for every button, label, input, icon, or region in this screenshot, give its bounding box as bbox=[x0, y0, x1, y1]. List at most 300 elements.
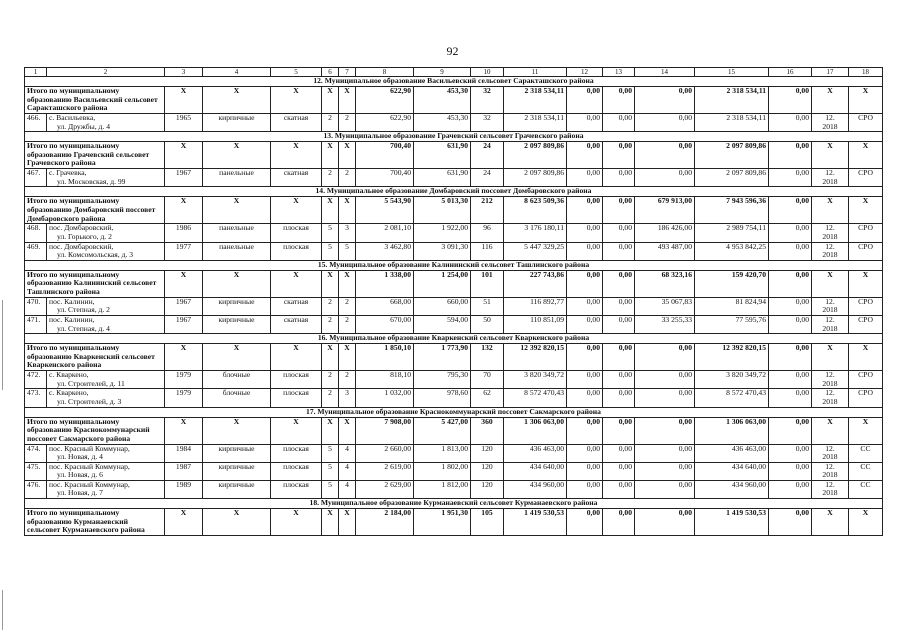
funding-method-cell: СРО bbox=[849, 242, 883, 260]
row-number: 471. bbox=[25, 315, 47, 333]
subtotal-cell: 68 323,16 bbox=[635, 270, 695, 297]
data-cell: панельные bbox=[203, 242, 271, 260]
subtotal-cell: 679 913,00 bbox=[635, 197, 695, 224]
repair-program-table bbox=[24, 67, 883, 536]
data-cell: 0,00 bbox=[769, 315, 812, 333]
subtotal-cell: 0,00 bbox=[603, 197, 635, 224]
data-cell: 1977 bbox=[165, 242, 203, 260]
completion-year: 2018 bbox=[822, 396, 838, 406]
subtotal-cell: 0,00 bbox=[567, 87, 603, 114]
completion-month: 12. bbox=[825, 168, 835, 178]
completion-year: 2018 bbox=[822, 231, 838, 241]
subtotal-cell: X bbox=[849, 344, 883, 371]
completion-date-cell bbox=[812, 297, 849, 315]
subtotal-cell: X bbox=[322, 509, 339, 536]
column-number-cell: 18 bbox=[849, 68, 883, 77]
completion-date-cell bbox=[812, 315, 849, 333]
subtotal-cell: X bbox=[165, 344, 203, 371]
data-cell: 96 bbox=[471, 224, 504, 242]
completion-date-cell bbox=[812, 114, 849, 132]
subtotal-cell: 0,00 bbox=[567, 509, 603, 536]
column-number-cell: 12 bbox=[567, 68, 603, 77]
section-header-row bbox=[25, 187, 883, 197]
completion-year: 2018 bbox=[822, 250, 838, 260]
subtotal-cell: 0,00 bbox=[567, 270, 603, 297]
data-cell: 0,00 bbox=[635, 480, 695, 498]
subtotal-cell: X bbox=[339, 270, 356, 297]
data-cell: скатная bbox=[271, 315, 322, 333]
address-street: ул. Московская, д. 99 bbox=[57, 176, 126, 186]
funding-method-cell: СРО bbox=[849, 169, 883, 187]
subtotal-cell: 1 306 063,00 bbox=[695, 417, 769, 444]
subtotal-cell: 12 392 820,15 bbox=[504, 344, 567, 371]
column-number-cell: 4 bbox=[203, 68, 271, 77]
subtotal-cell: X bbox=[812, 344, 849, 371]
subtotal-row bbox=[25, 87, 883, 114]
funding-method-cell: СС bbox=[849, 462, 883, 480]
data-cell: 2 318 534,11 bbox=[695, 114, 769, 132]
data-cell: плоская bbox=[271, 389, 322, 407]
address-street: ул. Новая, д. 6 bbox=[57, 470, 103, 480]
row-number: 474. bbox=[25, 444, 47, 462]
data-cell: 0,00 bbox=[567, 389, 603, 407]
data-cell: блочные bbox=[203, 389, 271, 407]
subtotal-cell: 631,90 bbox=[414, 142, 471, 169]
data-cell: 0,00 bbox=[603, 315, 635, 333]
data-cell: 0,00 bbox=[567, 242, 603, 260]
table-row bbox=[25, 169, 883, 187]
address-settlement: пос. Калинин, bbox=[49, 297, 95, 306]
data-cell: 436 463,00 bbox=[504, 444, 567, 462]
subtotal-cell: 1 338,00 bbox=[356, 270, 414, 297]
data-cell: 2 097 809,86 bbox=[504, 169, 567, 187]
completion-year: 2018 bbox=[822, 488, 838, 498]
completion-month: 12. bbox=[825, 388, 835, 398]
completion-month: 12. bbox=[825, 113, 835, 122]
data-cell: 77 595,76 bbox=[695, 315, 769, 333]
subtotal-cell: 0,00 bbox=[603, 509, 635, 536]
data-cell: 0,00 bbox=[635, 371, 695, 389]
column-number-cell: 5 bbox=[271, 68, 322, 77]
table-body bbox=[25, 68, 883, 536]
data-cell: 5 bbox=[322, 462, 339, 480]
data-cell: 1 802,00 bbox=[414, 462, 471, 480]
subtotal-cell: 622,90 bbox=[356, 87, 414, 114]
data-cell: 0,00 bbox=[567, 462, 603, 480]
data-cell: 0,00 bbox=[603, 462, 635, 480]
table-row bbox=[25, 315, 883, 333]
subtotal-cell: X bbox=[339, 197, 356, 224]
subtotal-cell: 0,00 bbox=[603, 344, 635, 371]
data-cell: 110 851,09 bbox=[504, 315, 567, 333]
subtotal-cell: 7 943 596,36 bbox=[695, 197, 769, 224]
data-cell: кирпичные bbox=[203, 480, 271, 498]
subtotal-cell: X bbox=[322, 417, 339, 444]
subtotal-cell: X bbox=[271, 417, 322, 444]
subtotal-cell: X bbox=[271, 344, 322, 371]
data-cell: 0,00 bbox=[603, 444, 635, 462]
data-cell: 3 462,80 bbox=[356, 242, 414, 260]
data-cell: 0,00 bbox=[603, 297, 635, 315]
subtotal-cell: X bbox=[339, 344, 356, 371]
subtotal-cell: 1 254,00 bbox=[414, 270, 471, 297]
data-cell: 32 bbox=[471, 114, 504, 132]
subtotal-cell: X bbox=[812, 270, 849, 297]
data-cell: 33 255,33 bbox=[635, 315, 695, 333]
completion-year: 2018 bbox=[822, 470, 838, 480]
subtotal-cell: X bbox=[203, 197, 271, 224]
subtotal-cell: X bbox=[812, 197, 849, 224]
row-number: 470. bbox=[25, 297, 47, 315]
subtotal-cell: 0,00 bbox=[635, 87, 695, 114]
subtotal-cell: 227 743,86 bbox=[504, 270, 567, 297]
data-cell: 62 bbox=[471, 389, 504, 407]
column-number-cell: 10 bbox=[471, 68, 504, 77]
row-number: 473. bbox=[25, 389, 47, 407]
address-street: ул. Дружбы, д. 4 bbox=[57, 121, 110, 131]
completion-date-cell bbox=[812, 444, 849, 462]
data-cell: кирпичные bbox=[203, 462, 271, 480]
address-cell bbox=[47, 389, 165, 407]
data-cell: 1986 bbox=[165, 224, 203, 242]
data-cell: 2 bbox=[322, 315, 339, 333]
subtotal-cell: X bbox=[203, 270, 271, 297]
data-cell: 670,00 bbox=[356, 315, 414, 333]
address-cell bbox=[47, 242, 165, 260]
data-cell: 2 bbox=[322, 297, 339, 315]
data-cell: 2 619,00 bbox=[356, 462, 414, 480]
data-cell: 116 bbox=[471, 242, 504, 260]
data-cell: 1 922,00 bbox=[414, 224, 471, 242]
subtotal-cell: 5 427,00 bbox=[414, 417, 471, 444]
subtotal-row bbox=[25, 197, 883, 224]
subtotal-cell: 1 773,90 bbox=[414, 344, 471, 371]
table-row bbox=[25, 371, 883, 389]
subtotal-cell: X bbox=[203, 417, 271, 444]
subtotal-label: Итого по муниципальному образованию Краснокоммунарский поссовет Сакмарского района bbox=[25, 417, 165, 444]
data-cell: 660,00 bbox=[414, 297, 471, 315]
subtotal-cell: 0,00 bbox=[603, 142, 635, 169]
data-cell: кирпичные bbox=[203, 297, 271, 315]
completion-month: 12. bbox=[825, 444, 835, 453]
address-cell bbox=[47, 315, 165, 333]
subtotal-cell: X bbox=[339, 417, 356, 444]
data-cell: 8 572 470,43 bbox=[504, 389, 567, 407]
completion-month: 12. bbox=[825, 242, 835, 251]
section-title: 18. Муниципальное образование Курманаевский сельсовет Курманаевского района bbox=[25, 499, 883, 509]
data-cell: 0,00 bbox=[603, 480, 635, 498]
data-cell: 2 bbox=[339, 297, 356, 315]
subtotal-cell: X bbox=[322, 344, 339, 371]
row-number: 476. bbox=[25, 480, 47, 498]
subtotal-label: Итого по муниципальному образованию Кваркенский сельсовет Кваркенского района bbox=[25, 344, 165, 371]
data-cell: 2 bbox=[322, 371, 339, 389]
table-row bbox=[25, 480, 883, 498]
data-cell: 2 bbox=[339, 315, 356, 333]
funding-method-cell: СРО bbox=[849, 224, 883, 242]
subtotal-cell: 212 bbox=[471, 197, 504, 224]
section-title: 15. Муниципальное образование Калининский сельсовет Ташлинского района bbox=[25, 260, 883, 270]
data-cell: 186 426,00 bbox=[635, 224, 695, 242]
subtotal-cell: 360 bbox=[471, 417, 504, 444]
completion-year: 2018 bbox=[822, 176, 838, 186]
subtotal-cell: 2 097 809,86 bbox=[504, 142, 567, 169]
data-cell: 1967 bbox=[165, 315, 203, 333]
data-cell: 2 bbox=[322, 114, 339, 132]
subtotal-cell: X bbox=[849, 197, 883, 224]
data-cell: 70 bbox=[471, 371, 504, 389]
address-cell bbox=[47, 480, 165, 498]
column-number-cell: 8 bbox=[356, 68, 414, 77]
data-cell: панельные bbox=[203, 169, 271, 187]
column-number-cell: 2 bbox=[47, 68, 165, 77]
subtotal-cell: X bbox=[812, 142, 849, 169]
data-cell: 0,00 bbox=[567, 480, 603, 498]
data-cell: кирпичные bbox=[203, 315, 271, 333]
data-cell: 0,00 bbox=[635, 169, 695, 187]
subtotal-cell: X bbox=[203, 344, 271, 371]
completion-month: 12. bbox=[825, 297, 835, 306]
column-number-cell: 6 bbox=[322, 68, 339, 77]
address-settlement: с. Кваркено, bbox=[49, 388, 89, 398]
subtotal-cell: 1 419 530,53 bbox=[695, 509, 769, 536]
completion-year: 2018 bbox=[822, 121, 838, 131]
subtotal-cell: 2 318 534,11 bbox=[695, 87, 769, 114]
column-number-cell: 16 bbox=[769, 68, 812, 77]
subtotal-cell: X bbox=[812, 87, 849, 114]
completion-date-cell bbox=[812, 462, 849, 480]
row-number: 467. bbox=[25, 169, 47, 187]
subtotal-cell: 0,00 bbox=[769, 417, 812, 444]
subtotal-cell: X bbox=[339, 509, 356, 536]
subtotal-cell: X bbox=[165, 197, 203, 224]
section-title: 17. Муниципальное образование Краснокоммунарский поссовет Сакмарского района bbox=[25, 407, 883, 417]
data-cell: 0,00 bbox=[769, 242, 812, 260]
data-cell: 1979 bbox=[165, 389, 203, 407]
data-cell: 668,00 bbox=[356, 297, 414, 315]
subtotal-row bbox=[25, 344, 883, 371]
subtotal-cell: 0,00 bbox=[635, 344, 695, 371]
data-cell: плоская bbox=[271, 371, 322, 389]
data-cell: 434 640,00 bbox=[504, 462, 567, 480]
completion-year: 2018 bbox=[822, 452, 838, 462]
subtotal-cell: X bbox=[322, 270, 339, 297]
data-cell: 0,00 bbox=[603, 389, 635, 407]
section-header-row bbox=[25, 260, 883, 270]
data-cell: 0,00 bbox=[769, 169, 812, 187]
data-cell: 3 091,30 bbox=[414, 242, 471, 260]
data-cell: 795,30 bbox=[414, 371, 471, 389]
address-settlement: пос. Красный Коммунар, bbox=[49, 462, 130, 471]
subtotal-cell: 0,00 bbox=[635, 509, 695, 536]
subtotal-cell: 0,00 bbox=[603, 87, 635, 114]
address-cell bbox=[47, 444, 165, 462]
data-cell: 2 097 809,86 bbox=[695, 169, 769, 187]
subtotal-cell: 0,00 bbox=[635, 417, 695, 444]
subtotal-cell: 0,00 bbox=[769, 197, 812, 224]
address-street: ул. Комсомольская, д. 3 bbox=[57, 250, 134, 260]
completion-year: 2018 bbox=[822, 378, 838, 388]
data-cell: панельные bbox=[203, 224, 271, 242]
funding-method-cell: СРО bbox=[849, 297, 883, 315]
data-cell: 0,00 bbox=[635, 444, 695, 462]
data-cell: 2 bbox=[339, 371, 356, 389]
data-cell: плоская bbox=[271, 480, 322, 498]
subtotal-cell: X bbox=[849, 87, 883, 114]
subtotal-cell: 0,00 bbox=[567, 197, 603, 224]
data-cell: 0,00 bbox=[635, 114, 695, 132]
data-cell: 4 bbox=[339, 444, 356, 462]
section-title: 14. Муниципальное образование Домбаровский поссовет Домбаровского района bbox=[25, 187, 883, 197]
data-cell: 436 463,00 bbox=[695, 444, 769, 462]
column-number-cell: 1 bbox=[25, 68, 47, 77]
data-cell: скатная bbox=[271, 169, 322, 187]
row-number: 466. bbox=[25, 114, 47, 132]
address-cell bbox=[47, 224, 165, 242]
column-number-cell: 17 bbox=[812, 68, 849, 77]
data-cell: 51 bbox=[471, 297, 504, 315]
data-cell: 120 bbox=[471, 462, 504, 480]
data-cell: 1965 bbox=[165, 114, 203, 132]
table-row bbox=[25, 389, 883, 407]
subtotal-row bbox=[25, 270, 883, 297]
subtotal-cell: X bbox=[812, 417, 849, 444]
data-cell: 434 960,00 bbox=[695, 480, 769, 498]
funding-method-cell: СС bbox=[849, 480, 883, 498]
data-cell: 5 bbox=[339, 242, 356, 260]
subtotal-cell: 700,40 bbox=[356, 142, 414, 169]
subtotal-label: Итого по муниципальному образованию Курманаевский сельсовет Курманаевского района bbox=[25, 509, 165, 536]
data-cell: 3 bbox=[339, 389, 356, 407]
subtotal-cell: 0,00 bbox=[603, 270, 635, 297]
column-number-row bbox=[25, 68, 883, 77]
subtotal-cell: X bbox=[203, 142, 271, 169]
table-row bbox=[25, 462, 883, 480]
data-cell: 818,10 bbox=[356, 371, 414, 389]
subtotal-cell: 0,00 bbox=[567, 344, 603, 371]
data-cell: 120 bbox=[471, 444, 504, 462]
data-cell: 2 989 754,11 bbox=[695, 224, 769, 242]
subtotal-cell: X bbox=[322, 87, 339, 114]
address-settlement: с. Грачевка, bbox=[49, 168, 87, 178]
scan-margin-mark bbox=[2, 300, 3, 390]
data-cell: 3 820 349,72 bbox=[695, 371, 769, 389]
subtotal-cell: 0,00 bbox=[567, 142, 603, 169]
data-cell: 50 bbox=[471, 315, 504, 333]
data-cell: 0,00 bbox=[769, 480, 812, 498]
data-cell: 453,30 bbox=[414, 114, 471, 132]
subtotal-label: Итого по муниципальному образованию Грачевский сельсовет Грачевского района bbox=[25, 142, 165, 169]
completion-year: 2018 bbox=[822, 305, 838, 315]
address-cell bbox=[47, 297, 165, 315]
address-street: ул. Степная, д. 4 bbox=[57, 323, 110, 333]
subtotal-cell: 8 623 509,36 bbox=[504, 197, 567, 224]
subtotal-cell: 453,30 bbox=[414, 87, 471, 114]
scan-margin-mark bbox=[2, 590, 3, 630]
subtotal-cell: 2 318 534,11 bbox=[504, 87, 567, 114]
subtotal-row bbox=[25, 417, 883, 444]
subtotal-cell: X bbox=[165, 509, 203, 536]
subtotal-cell: X bbox=[165, 417, 203, 444]
subtotal-cell: 105 bbox=[471, 509, 504, 536]
subtotal-cell: X bbox=[322, 197, 339, 224]
address-settlement: пос. Домбаровский, bbox=[49, 223, 114, 233]
data-cell: 3 bbox=[339, 224, 356, 242]
completion-date-cell bbox=[812, 480, 849, 498]
address-street: ул. Степная, д. 2 bbox=[57, 305, 110, 315]
funding-method-cell: СРО bbox=[849, 114, 883, 132]
data-cell: 1967 bbox=[165, 169, 203, 187]
subtotal-cell: 2 097 809,86 bbox=[695, 142, 769, 169]
data-cell: 0,00 bbox=[603, 114, 635, 132]
subtotal-cell: X bbox=[203, 87, 271, 114]
address-settlement: пос. Калинин, bbox=[49, 315, 95, 324]
data-cell: 1 812,00 bbox=[414, 480, 471, 498]
subtotal-cell: X bbox=[165, 270, 203, 297]
address-street: ул. Новая, д. 7 bbox=[57, 488, 103, 498]
subtotal-cell: X bbox=[849, 270, 883, 297]
subtotal-cell: 1 951,30 bbox=[414, 509, 471, 536]
subtotal-cell: X bbox=[165, 142, 203, 169]
data-cell: 2 081,10 bbox=[356, 224, 414, 242]
subtotal-row bbox=[25, 509, 883, 536]
data-cell: 5 bbox=[322, 444, 339, 462]
table-row bbox=[25, 114, 883, 132]
completion-month: 12. bbox=[825, 223, 835, 233]
data-cell: 0,00 bbox=[769, 389, 812, 407]
row-number: 475. bbox=[25, 462, 47, 480]
completion-month: 12. bbox=[825, 480, 835, 489]
subtotal-cell: X bbox=[271, 509, 322, 536]
data-cell: 0,00 bbox=[769, 224, 812, 242]
data-cell: 434 960,00 bbox=[504, 480, 567, 498]
subtotal-cell: 0,00 bbox=[769, 344, 812, 371]
data-cell: 24 bbox=[471, 169, 504, 187]
data-cell: 0,00 bbox=[769, 114, 812, 132]
data-cell: 0,00 bbox=[567, 371, 603, 389]
address-street: ул. Строителей, д. 3 bbox=[57, 396, 122, 406]
data-cell: 1 813,00 bbox=[414, 444, 471, 462]
column-number-cell: 13 bbox=[603, 68, 635, 77]
data-cell: 0,00 bbox=[567, 315, 603, 333]
subtotal-cell: X bbox=[812, 509, 849, 536]
data-cell: 2 660,00 bbox=[356, 444, 414, 462]
data-cell: 0,00 bbox=[769, 297, 812, 315]
data-cell: 2 629,00 bbox=[356, 480, 414, 498]
funding-method-cell: СРО bbox=[849, 389, 883, 407]
subtotal-cell: 0,00 bbox=[603, 417, 635, 444]
subtotal-cell: 0,00 bbox=[567, 417, 603, 444]
funding-method-cell: СС bbox=[849, 444, 883, 462]
data-cell: 631,90 bbox=[414, 169, 471, 187]
data-cell: 5 447 329,25 bbox=[504, 242, 567, 260]
completion-date-cell bbox=[812, 242, 849, 260]
completion-date-cell bbox=[812, 169, 849, 187]
completion-date-cell bbox=[812, 389, 849, 407]
data-cell: 434 640,00 bbox=[695, 462, 769, 480]
data-cell: 81 824,94 bbox=[695, 297, 769, 315]
subtotal-cell: 0,00 bbox=[635, 142, 695, 169]
section-header-row bbox=[25, 77, 883, 87]
data-cell: 2 bbox=[322, 169, 339, 187]
section-header-row bbox=[25, 132, 883, 142]
data-cell: 0,00 bbox=[567, 224, 603, 242]
data-cell: 2 bbox=[322, 389, 339, 407]
column-number-cell: 11 bbox=[504, 68, 567, 77]
subtotal-cell: X bbox=[849, 142, 883, 169]
column-number-cell: 7 bbox=[339, 68, 356, 77]
data-cell: 0,00 bbox=[603, 371, 635, 389]
